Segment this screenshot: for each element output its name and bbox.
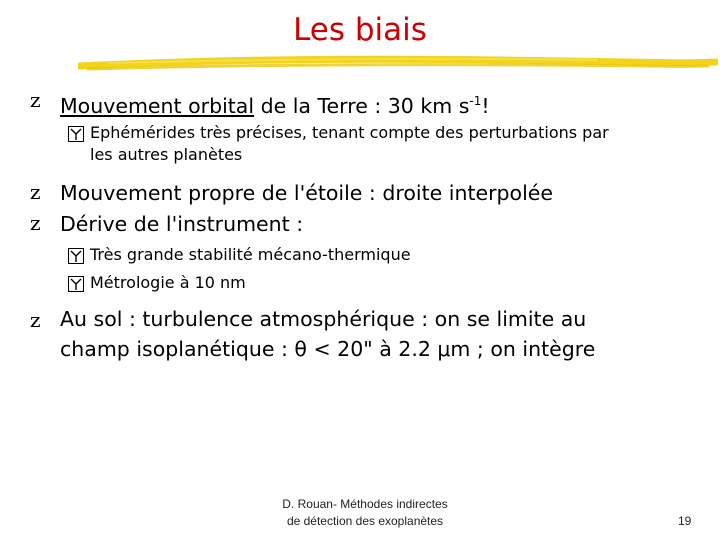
sub-bullet-text-ephemerides: Ephémérides très précises, tenant compte des perturbations par les autres planètes: [90, 123, 609, 164]
bullet-z-icon: z: [30, 308, 41, 332]
bullet-z-icon: z: [30, 211, 41, 235]
sub-bullet-text-stability: Très grande stabilité mécano-thermique: [90, 245, 411, 264]
checkbox-y-icon: [68, 248, 84, 264]
bullet-text-proper-motion: Mouvement propre de l'étoile : droite interpolée: [60, 181, 553, 205]
bullet-text-orbital-motion: Mouvement orbital de la Terre : 30 km $s^{-1}$!: [60, 93, 490, 118]
checkbox-y-icon: [68, 126, 84, 142]
checkbox-y-icon: [68, 276, 84, 292]
page-number: 19: [678, 514, 692, 528]
bullet-text-instrument-drift: Dérive de l'instrument :: [60, 212, 304, 236]
bullet-z-icon: z: [30, 180, 41, 204]
title-brush-underline: [78, 52, 718, 76]
slide-title: Les biais: [293, 12, 427, 48]
slide-footer: D. Rouan- Méthodes indirectes de détection des exoplanètes: [282, 497, 448, 528]
bullet-z-icon: z: [30, 88, 41, 112]
sub-bullet-text-metrology: Métrologie à 10 nm: [90, 273, 246, 292]
underlined-term: Mouvement orbital: [60, 93, 255, 118]
bullet-text-ground-turbulence: Au sol : turbulence atmosphérique : on se limite au champ isoplanétique : θ < 20" à 2.2 μm ; on intègre: [60, 307, 596, 361]
